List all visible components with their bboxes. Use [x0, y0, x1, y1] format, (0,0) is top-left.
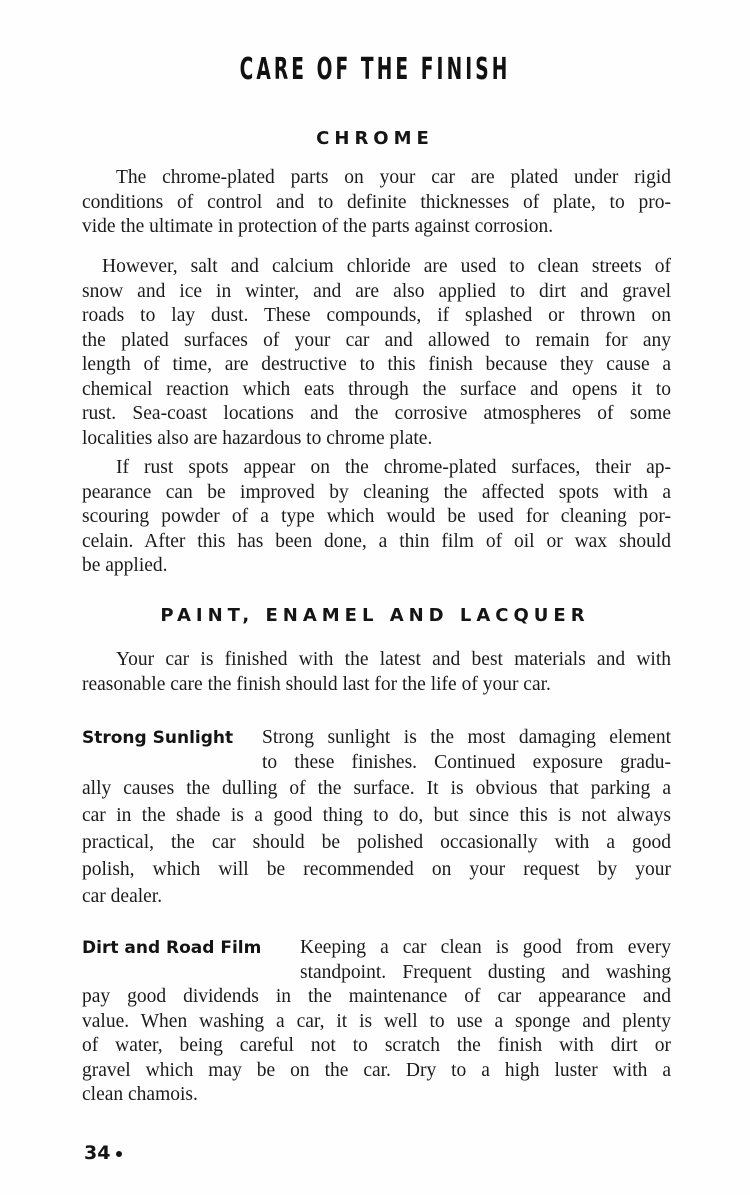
page-number [84, 1142, 122, 1164]
text-line: polish, which will be recommended on your request by your [82, 859, 671, 880]
text-line: snow and ice in winter, and are also applied to dirt and gravel [82, 280, 671, 302]
text-line: Your car is finished with the latest and best materials and with [116, 649, 671, 670]
text-line: If rust spots appear on the chrome-plated surfaces, their ap- [116, 457, 671, 478]
subheading-strong-sunlight: Strong Sunlight [82, 728, 234, 748]
strong-sunlight-paragraph [82, 726, 671, 910]
text-line: to these finishes. Continued exposure gradu- [262, 751, 671, 773]
chrome-paragraph-2 [82, 255, 671, 451]
text-line: roads to lay dust. These compounds, if splashed or thrown on [82, 305, 671, 326]
text-line: celain. After this has been done, a thin film of oil or wax should [82, 530, 671, 552]
text-line: car dealer. [82, 886, 163, 907]
text-line: ally causes the dulling of the surface. It is obvious that parking a [82, 778, 671, 799]
page-title: CARE OF THE FINISH [239, 52, 511, 87]
subheading-dirt-and-road-film: Dirt and Road Film [82, 938, 262, 958]
text-line: rust. Sea-coast locations and the corrosive atmospheres of some [82, 403, 671, 424]
text-line: Strong sunlight is the most damaging element [262, 727, 671, 748]
text-line: pearance can be improved by cleaning the affected spots with a [82, 481, 671, 503]
bullet-icon [116, 1151, 122, 1157]
paint-intro-paragraph [82, 648, 671, 697]
text-line: length of time, are destructive to this finish because they cause a [82, 354, 671, 375]
text-line: conditions of control and to definite thicknesses of plate, to pro- [82, 191, 671, 213]
text-line: pay good dividends in the maintenance of car appearance and [82, 986, 671, 1007]
text-line: practical, the car should be polished occasionally with a good [82, 832, 671, 853]
text-line: clean chamois. [82, 1084, 198, 1105]
text-line: reasonable care the finish should last for the life of your car. [82, 673, 551, 695]
section-heading-chrome: CHROME [316, 128, 434, 149]
text-line: However, salt and calcium chloride are used to clean streets of [102, 256, 671, 277]
text-line: be applied. [82, 555, 168, 576]
text-line: gravel which may be on the car. Dry to a high luster with a [82, 1059, 671, 1081]
section-heading-paint: PAINT, ENAMEL AND LACQUER [160, 605, 590, 626]
text-line: the plated surfaces of your car and allowed to remain for any [82, 329, 671, 351]
text-line: scouring powder of a type which would be used for cleaning por- [82, 506, 671, 527]
chrome-paragraph-3 [82, 456, 671, 579]
text-line: of water, being careful not to scratch the finish with dirt or [82, 1035, 671, 1056]
text-line: standpoint. Frequent dusting and washing [300, 961, 671, 983]
chrome-paragraph-1 [82, 166, 671, 240]
text-line: value. When washing a car, it is well to use a sponge and plenty [82, 1010, 671, 1032]
text-line: chemical reaction which eats through the surface and opens it to [82, 378, 671, 400]
page-number-text: 34 [84, 1142, 111, 1164]
text-line: car in the shade is a good thing to do, but since this is not always [82, 805, 671, 826]
text-line: localities also are hazardous to chrome plate. [82, 427, 433, 449]
dirt-road-film-paragraph [82, 936, 671, 1108]
text-line: vide the ultimate in protection of the parts against corrosion. [82, 216, 554, 237]
text-line: The chrome-plated parts on your car are plated under rigid [116, 167, 671, 188]
text-line: Keeping a car clean is good from every [300, 937, 671, 958]
